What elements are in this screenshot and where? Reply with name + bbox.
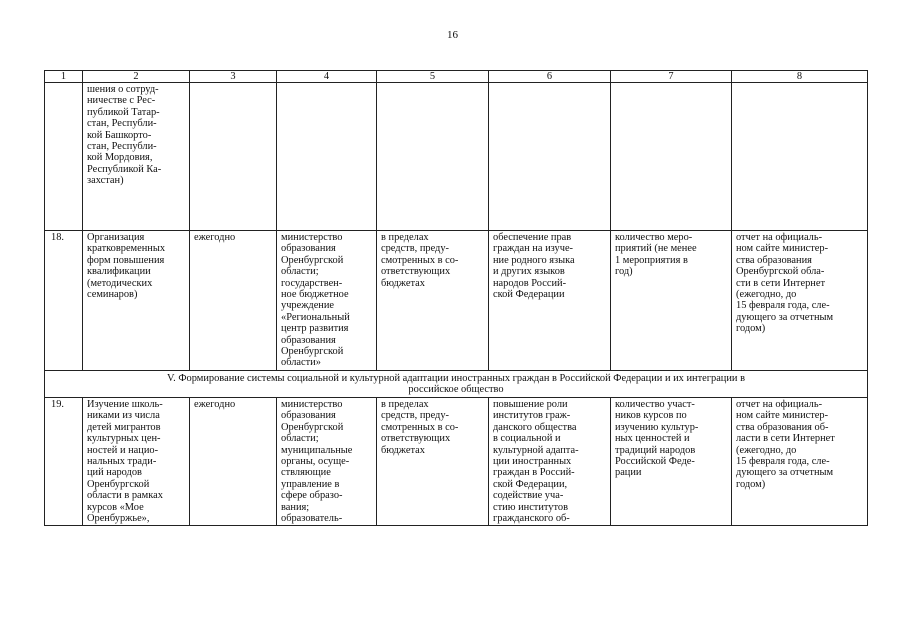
- table-cell: [489, 83, 611, 231]
- table-cell: [190, 83, 277, 231]
- deadline-cell: ежегодно: [190, 397, 277, 525]
- row-number: 18.: [45, 231, 83, 371]
- table-cell: [377, 83, 489, 231]
- table-row-continuation: [45, 83, 868, 231]
- funding-cell: в пределах средств, преду- смотренных в со- ответствующих бюджетах: [377, 231, 489, 371]
- column-number: 2: [83, 71, 190, 83]
- table-cell: [611, 83, 732, 231]
- table-cell: [732, 83, 868, 231]
- action-plan-table: [44, 70, 868, 526]
- column-number: 7: [611, 71, 732, 83]
- column-number-row: [45, 71, 868, 83]
- measure-cell: Организация кратковременных форм повышения квалификации (методических семинаров): [83, 231, 190, 371]
- column-number: 6: [489, 71, 611, 83]
- section-header-row: [45, 370, 868, 397]
- reporting-cell: отчет на официаль- ном сайте министер- ства образования Оренбургской обла- сти в сети Интернет (ежегодно, до 15 февраля года, сле- дующего за отчетным годом): [732, 231, 868, 371]
- executor-cell: министерство образования Оренбургской области; муниципальные органы, осуще- ствляющие управление в сфере образо- вания; образователь-: [277, 397, 377, 525]
- result-cell: повышение роли институтов граж- данского общества в социальной и культурной адапта- ции иностранных граждан в Россий- ской Федерации, содействие уча- стию институтов гражданского об-: [489, 397, 611, 525]
- table-cell: [277, 83, 377, 231]
- result-cell: обеспечение прав граждан на изуче- ние родного языка и других языков народов Россий- ской Федерации: [489, 231, 611, 371]
- table-row-19: [45, 397, 868, 525]
- row-number: 19.: [45, 397, 83, 525]
- measure-cell: Изучение школь- никами из числа детей мигрантов культурных цен- ностей и нацио- нальных тради- ций народов Оренбургской области в рамках курсов «Мое Оренбуржье»,: [83, 397, 190, 525]
- column-number: 4: [277, 71, 377, 83]
- column-number: 5: [377, 71, 489, 83]
- indicator-cell: количество меро- приятий (не менее 1 мероприятия в год): [611, 231, 732, 371]
- column-number: 3: [190, 71, 277, 83]
- reporting-cell: отчет на официаль- ном сайте министер- ства образования об- ласти в сети Интернет (ежегодно, до 15 февраля года, сле- дующего за отчетным годом): [732, 397, 868, 525]
- deadline-cell: ежегодно: [190, 231, 277, 371]
- column-number: 8: [732, 71, 868, 83]
- table-cell: [45, 83, 83, 231]
- executor-cell: министерство образования Оренбургской области; государствен- ное бюджетное учреждение «Региональный центр развития образования Оренбургской области»: [277, 231, 377, 371]
- funding-cell: в пределах средств, преду- смотренных в со- ответствующих бюджетах: [377, 397, 489, 525]
- table-cell: шения о сотруд- ничестве с Рес- публикой Татар- стан, Республи- кой Башкорто- стан, Республи- кой Мордовия, Республикой Ка- захстан): [83, 83, 190, 231]
- section-title: V. Формирование системы социальной и культурной адаптации иностранных граждан в Российской Федерации и их интеграции в российское общество: [45, 370, 868, 397]
- page-number: 16: [447, 29, 458, 41]
- table-row-18: [45, 231, 868, 371]
- indicator-cell: количество участ- ников курсов по изучению культур- ных ценностей и традиций народов Российской Феде- рации: [611, 397, 732, 525]
- column-number: 1: [45, 71, 83, 83]
